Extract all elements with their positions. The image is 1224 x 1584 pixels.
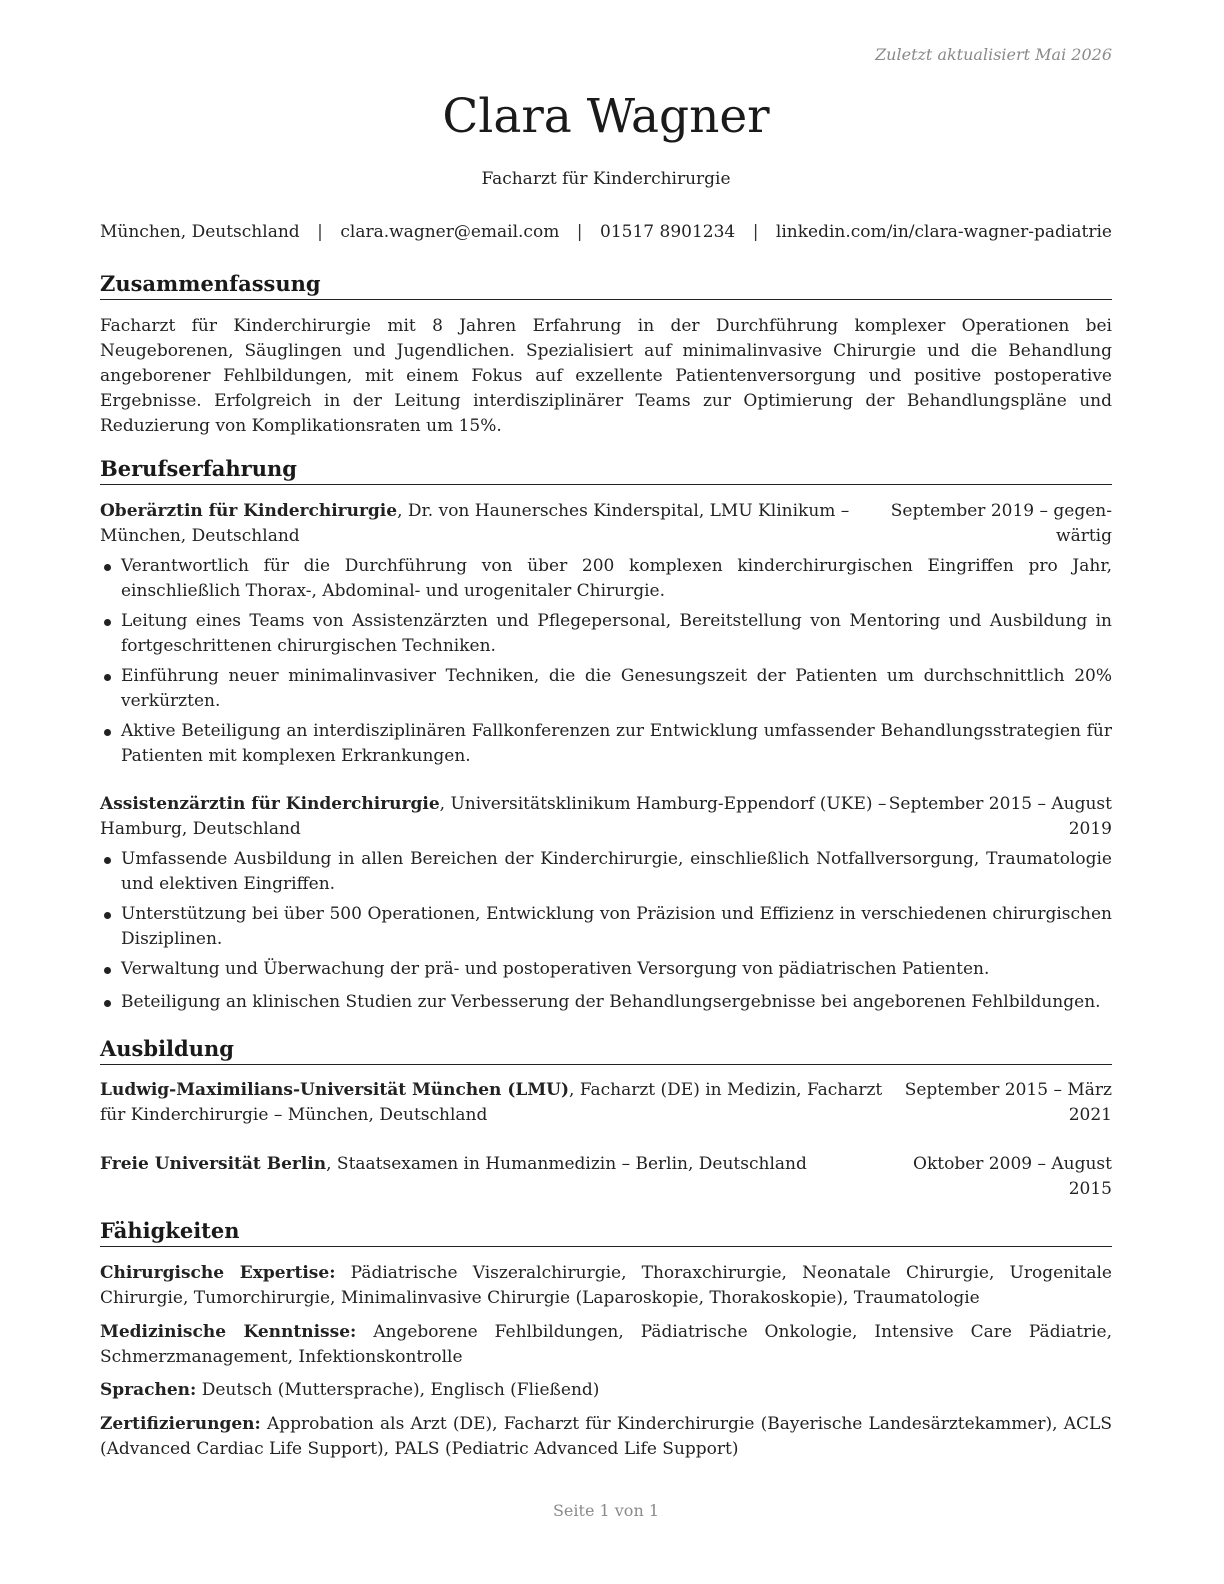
skill-row [100, 1378, 1112, 1403]
job-role: Oberärztin für Kinderchirurgie [100, 501, 398, 521]
bullet-icon [104, 674, 111, 681]
skill-text: Approbation als Arzt (DE), Facharzt für Kinderchirurgie (Bayerische Landesärztekammer), ACLS (Advanced Cardiac Life Support), PALS (Pediatric Advanced Life Support) [100, 1414, 1112, 1459]
contact-separator: | [576, 222, 583, 242]
section-title-experience: Berufserfahrung [100, 455, 1112, 485]
skill-label: Zertifizierungen: [100, 1414, 261, 1434]
education-dates-cont: 2015 [1068, 1179, 1112, 1199]
education-dates-cont: 2021 [1068, 1105, 1112, 1125]
list-item: Einführung neuer minimalinvasiver Techniken, die die Genesungszeit der Patienten um durchschnittlich 20% verkürzten. [100, 664, 1112, 714]
job-header [100, 499, 1112, 549]
list-item: Aktive Beteiligung an interdisziplinären Fallkonferenzen zur Entwicklung umfassender Behandlungsstrategien für Patienten mit komplexen Erkrankungen. [100, 719, 1112, 769]
list-item: Verantwortlich für die Durchführung von über 200 komplexen kinderchirurgischen Eingriffen pro Jahr, einschließlich Thorax-, Abdominal- und urogenitaler Chirurgie. [100, 554, 1112, 604]
job-location: München, Deutschland [100, 526, 300, 546]
candidate-name: Clara Wagner [442, 89, 770, 144]
bullet-icon [104, 619, 111, 626]
contact-linkedin[interactable]: linkedin.com/in/clara-wagner-padiatrie [775, 222, 1112, 242]
job-dates: September 2015 – August [888, 794, 1112, 814]
skill-row [100, 1320, 1112, 1370]
job-bullets [100, 847, 1112, 1020]
contact-line [100, 219, 1112, 245]
job-dates: September 2019 – gegen- [890, 501, 1112, 521]
list-item: Unterstützung bei über 500 Operationen, Entwicklung von Präzision und Effizienz in verschiedenen chirurgischen Disziplinen. [100, 902, 1112, 952]
education-dates: September 2015 – März [904, 1080, 1112, 1100]
job-header [100, 792, 1112, 842]
list-item: Leitung eines Teams von Assistenzärzten und Pflegepersonal, Bereitstellung von Mentoring und Ausbildung in fortgeschrittenen chirurgischen Techniken. [100, 609, 1112, 659]
skill-text: Deutsch (Muttersprache), Englisch (Fließend) [196, 1380, 600, 1400]
skill-row [100, 1412, 1112, 1462]
skill-text: Pädiatrische Viszeralchirurgie, Thoraxchirurgie, Neonatale Chirurgie, Urogenitale Chirurgie, Tumorchirurgie, Minimalinvasive Chirurgie (Laparoskopie, Thorakoskopie), Traumatologie [100, 1263, 1112, 1308]
last-updated: Zuletzt aktualisiert Mai 2026 [875, 45, 1112, 64]
list-item: Verwaltung und Überwachung der prä- und postoperativen Versorgung von pädiatrischen Patienten. [100, 957, 1112, 982]
skill-row [100, 1261, 1112, 1311]
contact-location: München, Deutschland [100, 222, 300, 242]
contact-separator: | [752, 222, 759, 242]
school-name: Freie Universität Berlin [100, 1154, 327, 1174]
section-title-skills: Fähigkeiten [100, 1217, 1112, 1247]
bullet-icon [104, 967, 111, 974]
bullet-icon [104, 857, 111, 864]
skill-label: Medizinische Kenntnisse: [100, 1322, 357, 1342]
job-dates-cont: 2019 [1068, 819, 1112, 839]
list-item: Beteiligung an klinischen Studien zur Verbesserung der Behandlungsergebnisse bei angeborenen Fehlbildungen. [100, 990, 1112, 1015]
summary-text: Facharzt für Kinderchirurgie mit 8 Jahren Erfahrung in der Durchführung komplexer Operationen bei Neugeborenen, Säuglingen und Jugendlichen. Spezialisiert auf minimalinvasive Chirurgie und die Behandlung angeborener Fehlbildungen, mit einem Fokus auf exzellente Patientenversorgung und positive postoperative Ergebnisse. Erfolgreich in der Leitung interdisziplinärer Teams zur Optimierung der Behandlungspläne und Reduzierung von Komplikationsraten um 15%. [100, 316, 1112, 436]
job-title: Facharzt für Kinderchirurgie [481, 169, 731, 189]
contact-separator: | [317, 222, 323, 242]
bullet-icon [104, 564, 111, 571]
section-title-education: Ausbildung [100, 1035, 1112, 1065]
page-number: Seite 1 von 1 [552, 1501, 660, 1520]
bullet-icon [104, 1000, 111, 1007]
skill-label: Sprachen: [100, 1380, 197, 1400]
bullet-icon [104, 912, 111, 919]
degree-detail: , Facharzt (DE) in Medizin, Facharzt [569, 1080, 883, 1100]
education-entry [100, 1152, 1112, 1202]
education-entry [100, 1078, 1112, 1128]
skill-text: Angeborene Fehlbildungen, Pädiatrische Onkologie, Intensive Care Pädiatrie, Schmerzmanagement, Infektionskontrolle [100, 1322, 1113, 1367]
job-bullets [100, 554, 1112, 774]
job-role: Assistenzärztin für Kinderchirurgie [100, 794, 440, 814]
list-item: Umfassende Ausbildung in allen Bereichen der Kinderchirurgie, einschließlich Notfallversorgung, Traumatologie und elektiven Eingriffen. [100, 847, 1112, 897]
contact-phone[interactable]: 01517 8901234 [600, 222, 736, 242]
job-dates-cont: wärtig [1056, 526, 1112, 546]
contact-email[interactable]: clara.wagner@email.com [340, 222, 560, 242]
job-employer: , Universitätsklinikum Hamburg-Eppendorf (UKE) – [439, 794, 887, 814]
bullet-icon [104, 729, 111, 736]
degree-detail-cont: für Kinderchirurgie – München, Deutschland [100, 1105, 488, 1125]
section-title-summary: Zusammenfassung [100, 270, 1112, 300]
skill-label: Chirurgische Expertise: [100, 1263, 336, 1283]
education-dates: Oktober 2009 – August [913, 1154, 1112, 1174]
resume-page [100, 0, 1112, 1584]
school-name: Ludwig-Maximilians-Universität München (LMU) [100, 1080, 570, 1100]
job-employer: , Dr. von Haunersches Kinderspital, LMU Klinikum – [397, 501, 850, 521]
degree-detail: , Staatsexamen in Humanmedizin – Berlin, Deutschland [326, 1154, 807, 1174]
job-location: Hamburg, Deutschland [100, 819, 301, 839]
